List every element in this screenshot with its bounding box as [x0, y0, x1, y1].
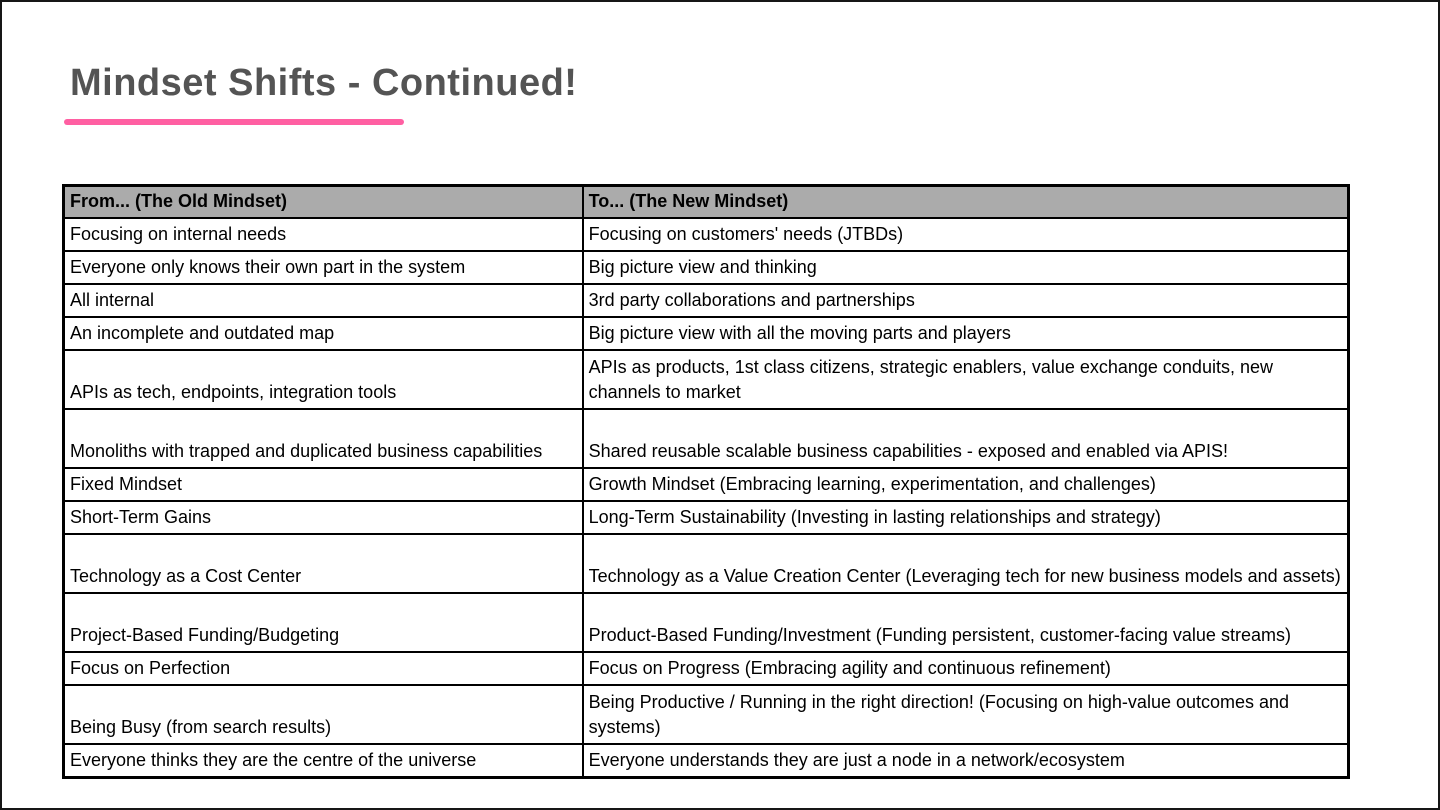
table-row [64, 284, 1349, 317]
title-underline-accent-bar [64, 119, 404, 125]
table-cell-from: Everyone thinks they are the centre of the universe [64, 744, 583, 777]
table-cell-from: Short-Term Gains [64, 501, 583, 534]
page-title: Mindset Shifts - Continued! [70, 62, 578, 104]
table-row [64, 534, 1349, 593]
table-row [64, 685, 1349, 744]
mindset-table [62, 184, 1350, 779]
table-cell-to: Long-Term Sustainability (Investing in lasting relationships and strategy) [583, 501, 1349, 534]
table-cell-from: Focus on Perfection [64, 652, 583, 685]
table-row [64, 317, 1349, 350]
table-row [64, 744, 1349, 777]
table-cell-from: Everyone only knows their own part in the system [64, 251, 583, 284]
table-cell-to: Growth Mindset (Embracing learning, experimentation, and challenges) [583, 468, 1349, 501]
table-cell-from: All internal [64, 284, 583, 317]
table-cell-from: Technology as a Cost Center [64, 534, 583, 593]
table-cell-to: Product-Based Funding/Investment (Funding persistent, customer-facing value streams) [583, 593, 1349, 652]
table-cell-from: APIs as tech, endpoints, integration tools [64, 350, 583, 409]
table-cell-to: Technology as a Value Creation Center (Leveraging tech for new business models and assets) [583, 534, 1349, 593]
table-cell-from: Monoliths with trapped and duplicated business capabilities [64, 409, 583, 468]
table-cell-from: Focusing on internal needs [64, 218, 583, 251]
table-cell-to: Being Productive / Running in the right direction! (Focusing on high-value outcomes and systems) [583, 685, 1349, 744]
table-row [64, 652, 1349, 685]
mindset-table-body [64, 218, 1349, 777]
table-row [64, 350, 1349, 409]
table-cell-from: Being Busy (from search results) [64, 685, 583, 744]
table-row [64, 251, 1349, 284]
table-row [64, 501, 1349, 534]
table-cell-from: Project-Based Funding/Budgeting [64, 593, 583, 652]
table-row [64, 409, 1349, 468]
table-row [64, 218, 1349, 251]
table-header-row [64, 186, 1349, 219]
table-row [64, 593, 1349, 652]
table-cell-to: 3rd party collaborations and partnerships [583, 284, 1349, 317]
table-cell-to: APIs as products, 1st class citizens, strategic enablers, value exchange conduits, new channels to market [583, 350, 1349, 409]
table-cell-from: Fixed Mindset [64, 468, 583, 501]
table-row [64, 468, 1349, 501]
table-cell-to: Focusing on customers' needs (JTBDs) [583, 218, 1349, 251]
table-cell-to: Big picture view and thinking [583, 251, 1349, 284]
table-cell-to: Everyone understands they are just a node in a network/ecosystem [583, 744, 1349, 777]
table-header-to: To... (The New Mindset) [583, 186, 1349, 219]
table-cell-to: Shared reusable scalable business capabilities - exposed and enabled via APIS! [583, 409, 1349, 468]
table-header-from: From... (The Old Mindset) [64, 186, 583, 219]
table-cell-to: Focus on Progress (Embracing agility and continuous refinement) [583, 652, 1349, 685]
table-cell-from: An incomplete and outdated map [64, 317, 583, 350]
table-cell-to: Big picture view with all the moving parts and players [583, 317, 1349, 350]
